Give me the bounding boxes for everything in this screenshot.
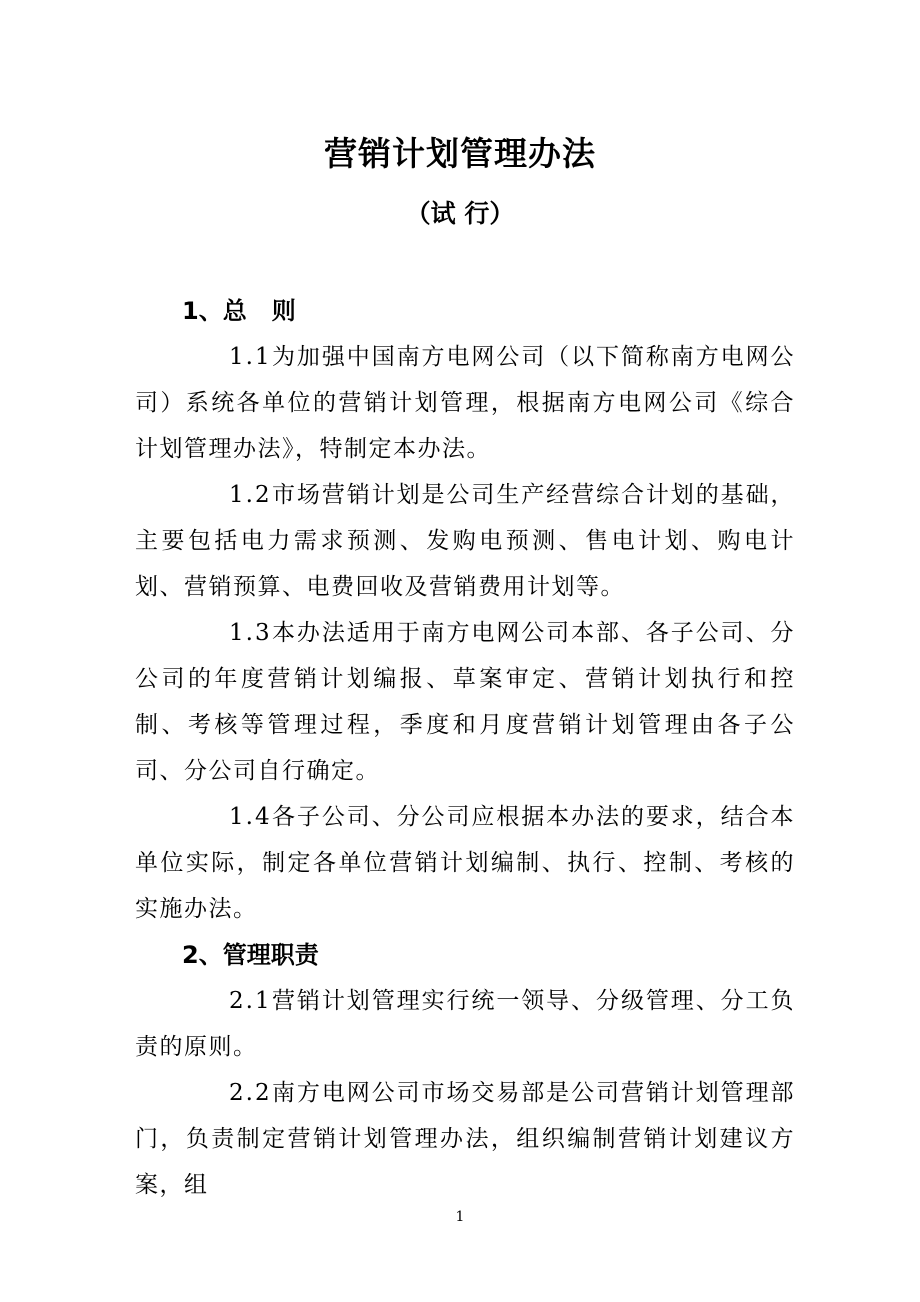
clause-text: 南方电网公司市场交易部是公司营销计划管理部门，负责制定营销计划管理办法，组织编制营销计划建议方案，组: [135, 1080, 795, 1198]
clause-number: 1.2: [229, 482, 272, 508]
document-body: [135, 288, 795, 1208]
clause-number: 2.2: [229, 1080, 272, 1106]
clause-number: 1.4: [229, 804, 272, 830]
section-heading-2: 2、管理职责: [182, 941, 319, 969]
clause-text: 市场营销计划是公司生产经营综合计划的基础，主要包括电力需求预测、发购电预测、售电计划、购电计划、营销预算、电费回收及营销费用计划等。: [135, 482, 795, 600]
document-subtitle: （试 行）: [405, 199, 515, 228]
paragraph-2-2: [135, 1070, 795, 1208]
clause-number: 2.1: [229, 988, 272, 1014]
paragraph-1-2: [135, 472, 795, 610]
paragraph-2-1: [135, 978, 795, 1070]
document-title: 营销计划管理办法: [324, 134, 596, 173]
section-heading-1: 1、总 则: [182, 297, 296, 325]
clause-number: 1.1: [229, 344, 272, 370]
clause-text: 为加强中国南方电网公司（以下简称南方电网公司）系统各单位的营销计划管理，根据南方电网公司《综合计划管理办法》，特制定本办法。: [135, 344, 795, 462]
paragraph-1-4: [135, 794, 795, 932]
clause-text: 各子公司、分公司应根据本办法的要求，结合本单位实际，制定各单位营销计划编制、执行、控制、考核的实施办法。: [135, 804, 795, 922]
clause-number: 1.3: [229, 620, 272, 646]
page-number: 1: [455, 1209, 465, 1225]
paragraph-1-1: [135, 334, 795, 472]
clause-text: 本办法适用于南方电网公司本部、各子公司、分公司的年度营销计划编报、草案审定、营销计划执行和控制、考核等管理过程，季度和月度营销计划管理由各子公司、分公司自行确定。: [135, 620, 795, 784]
clause-text: 营销计划管理实行统一领导、分级管理、分工负责的原则。: [135, 988, 795, 1060]
paragraph-1-3: [135, 610, 795, 794]
